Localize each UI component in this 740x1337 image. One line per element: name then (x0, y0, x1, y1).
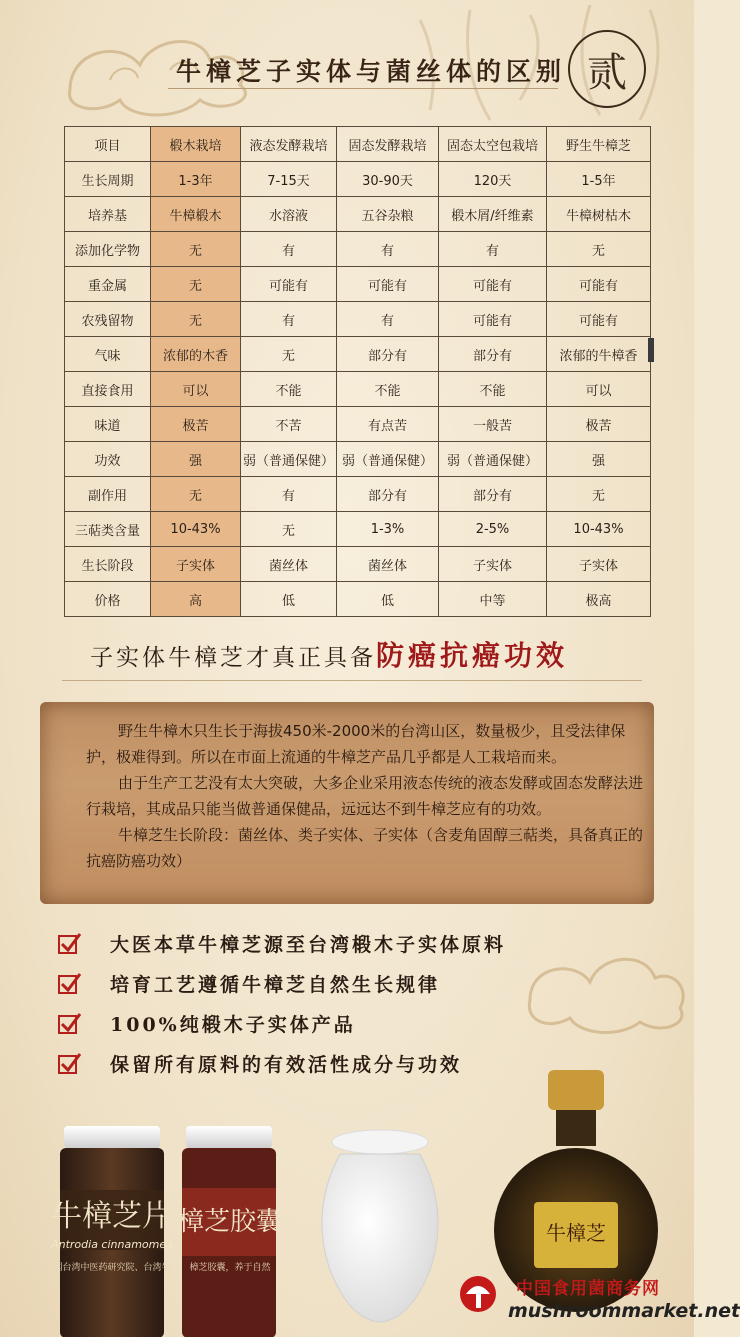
watermark-chinese: 中国食用菌商务网 (516, 1279, 660, 1299)
jar-capsules-bottom-text: 樟芝胶囊，养于自然 (189, 1263, 271, 1273)
table-row (65, 337, 651, 372)
table-cell: 浓郁的牛樟香 (547, 337, 651, 372)
description-paragraph-1: 野生牛樟木只生长于海拔450米-2000米的台湾山区，数量极少，且受法律保护，极难得到。所以在市面上流通的牛樟芝产品几乎都是人工栽培而来。 (86, 722, 626, 766)
table-cell: 无 (241, 337, 337, 372)
table-cell: 有 (241, 477, 337, 512)
watermark-url: mushroommarket.net (508, 1300, 740, 1322)
table-cell: 部分有 (337, 477, 439, 512)
table-row (65, 197, 651, 232)
table-cell: 菌丝体 (337, 547, 439, 582)
table-cell: 低 (241, 582, 337, 617)
table-cell: 牛樟椴木 (151, 197, 241, 232)
table-header-cell: 椴木栽培 (151, 127, 241, 162)
table-row-label: 副作用 (65, 477, 151, 512)
table-cell: 可能有 (439, 302, 547, 337)
title-underline (168, 88, 558, 89)
table-cell: 浓郁的木香 (151, 337, 241, 372)
table-cell: 五谷杂粮 (337, 197, 439, 232)
jar-slices-bottom-text: 国台湾中医药研究院、台湾牛 (53, 1263, 171, 1273)
table-cell: 7-15天 (241, 162, 337, 197)
subtitle-underline (62, 680, 642, 681)
table-cell: 子实体 (151, 547, 241, 582)
feature-text: 大医本草牛樟芝源至台湾椴木子实体原料 (110, 933, 507, 956)
table-header-cell: 固态太空包栽培 (439, 127, 547, 162)
product-jar-slices (50, 1126, 173, 1337)
jar-slices-latin-label: Antrodia cinnamomea (51, 1238, 173, 1251)
table-cell: 强 (151, 442, 241, 477)
table-cell: 不能 (241, 372, 337, 407)
table-cell: 可能有 (547, 267, 651, 302)
side-marker (648, 338, 654, 362)
table-row-label: 气味 (65, 337, 151, 372)
description-parchment (40, 702, 654, 904)
table-cell: 无 (547, 477, 651, 512)
table-row (65, 267, 651, 302)
table-cell: 菌丝体 (241, 547, 337, 582)
table-row-label: 直接食用 (65, 372, 151, 407)
table-cell: 水溶液 (241, 197, 337, 232)
feature-item (58, 1008, 356, 1038)
table-row (65, 372, 651, 407)
table-cell: 可能有 (439, 267, 547, 302)
table-cell: 无 (241, 512, 337, 547)
table-row (65, 582, 651, 617)
section-subtitle (90, 634, 568, 674)
table-cell: 不能 (337, 372, 439, 407)
table-cell: 10-43% (151, 512, 241, 547)
jar-slices-label: 牛樟芝片 (52, 1199, 172, 1234)
table-cell: 有 (337, 232, 439, 267)
description-paragraph-2: 由于生产工艺没有太大突破，大多企业采用液态传统的液态发酵或固态发酵法进行栽培，其成品只能当做普通保健品，远远达不到牛樟芝应有的功效。 (86, 774, 644, 818)
table-cell: 高 (151, 582, 241, 617)
table-cell: 极苦 (151, 407, 241, 442)
table-cell: 有 (241, 302, 337, 337)
table-cell: 30-90天 (337, 162, 439, 197)
table-row-label: 味道 (65, 407, 151, 442)
table-row (65, 232, 651, 267)
table-row-label: 培养基 (65, 197, 151, 232)
cloud-pattern-right (520, 930, 690, 1040)
table-cell: 有点苦 (337, 407, 439, 442)
table-cell: 部分有 (337, 337, 439, 372)
table-row-label: 农残留物 (65, 302, 151, 337)
mushroom-logo-icon (456, 1272, 510, 1326)
table-cell: 子实体 (439, 547, 547, 582)
subtitle-emphasis: 防癌抗癌功效 (376, 639, 569, 672)
site-watermark (456, 1268, 740, 1332)
table-cell: 有 (337, 302, 439, 337)
table-row-label: 生长阶段 (65, 547, 151, 582)
table-cell: 1-3% (337, 512, 439, 547)
table-row-label: 重金属 (65, 267, 151, 302)
jar-capsules-label: 樟芝胶囊 (177, 1207, 283, 1237)
table-header-cell: 项目 (65, 127, 151, 162)
bottle-label: 牛樟芝 (546, 1221, 606, 1245)
table-header-cell: 液态发酵栽培 (241, 127, 337, 162)
table-cell: 不能 (439, 372, 547, 407)
product-jar-capsules (178, 1126, 282, 1337)
page-title: 牛樟芝子实体与菌丝体的区别 (176, 57, 567, 86)
table-row (65, 547, 651, 582)
table-header-cell: 固态发酵栽培 (337, 127, 439, 162)
table-row-label: 三萜类含量 (65, 512, 151, 547)
table-cell: 强 (547, 442, 651, 477)
table-cell: 10-43% (547, 512, 651, 547)
table-row (65, 162, 651, 197)
table-cell: 可能有 (241, 267, 337, 302)
table-cell: 极苦 (547, 407, 651, 442)
table-row (65, 512, 651, 547)
comparison-table (64, 126, 651, 617)
table-cell: 可以 (547, 372, 651, 407)
table-cell: 弱（普通保健） (439, 442, 547, 477)
table-cell: 有 (241, 232, 337, 267)
table-row (65, 302, 651, 337)
table-cell: 子实体 (547, 547, 651, 582)
checkmark-icon (58, 931, 82, 955)
table-row-label: 添加化学物 (65, 232, 151, 267)
table-cell: 2-5% (439, 512, 547, 547)
table-cell: 椴木屑/纤维素 (439, 197, 547, 232)
section-number-seal: 贰 (568, 30, 646, 108)
table-row-label: 价格 (65, 582, 151, 617)
table-row-label: 功效 (65, 442, 151, 477)
table-cell: 牛樟树枯木 (547, 197, 651, 232)
table-cell: 120天 (439, 162, 547, 197)
table-cell: 1-5年 (547, 162, 651, 197)
table-cell: 无 (547, 232, 651, 267)
table-row (65, 442, 651, 477)
table-cell: 一般苦 (439, 407, 547, 442)
table-cell: 无 (151, 302, 241, 337)
table-cell: 低 (337, 582, 439, 617)
table-cell: 弱（普通保健） (241, 442, 337, 477)
table-cell: 无 (151, 267, 241, 302)
table-cell: 有 (439, 232, 547, 267)
table-cell: 中等 (439, 582, 547, 617)
table-row-label: 生长周期 (65, 162, 151, 197)
subtitle-prefix: 子实体牛樟芝才真正具备 (90, 645, 376, 671)
feature-text: 培育工艺遵循牛樟芝自然生长规律 (110, 973, 441, 996)
table-cell: 不苦 (241, 407, 337, 442)
comparison-table-body (65, 127, 651, 617)
table-cell: 部分有 (439, 477, 547, 512)
checkmark-icon (58, 971, 82, 995)
table-cell: 1-3年 (151, 162, 241, 197)
description-paragraph-3: 牛樟芝生长阶段：菌丝体、类子实体、子实体（含麦角固醇三萜类，具备真正的抗癌防癌功效） (86, 826, 644, 870)
table-row (65, 477, 651, 512)
feature-item (58, 968, 440, 998)
table-cell: 部分有 (439, 337, 547, 372)
table-cell: 无 (151, 232, 241, 267)
checkmark-icon (58, 1011, 82, 1035)
feature-text: 保留所有原料的有效活性成分与功效 (110, 1053, 463, 1076)
feature-text: 100%纯椴木子实体产品 (110, 1013, 356, 1036)
table-cell: 可能有 (547, 302, 651, 337)
product-porcelain-jar (322, 1130, 438, 1322)
table-header-cell: 野生牛樟芝 (547, 127, 651, 162)
table-cell: 可能有 (337, 267, 439, 302)
table-cell: 弱（普通保健） (337, 442, 439, 477)
table-cell: 极高 (547, 582, 651, 617)
table-header-row (65, 127, 651, 162)
table-cell: 无 (151, 477, 241, 512)
feature-item (58, 928, 506, 958)
table-cell: 可以 (151, 372, 241, 407)
table-row (65, 407, 651, 442)
